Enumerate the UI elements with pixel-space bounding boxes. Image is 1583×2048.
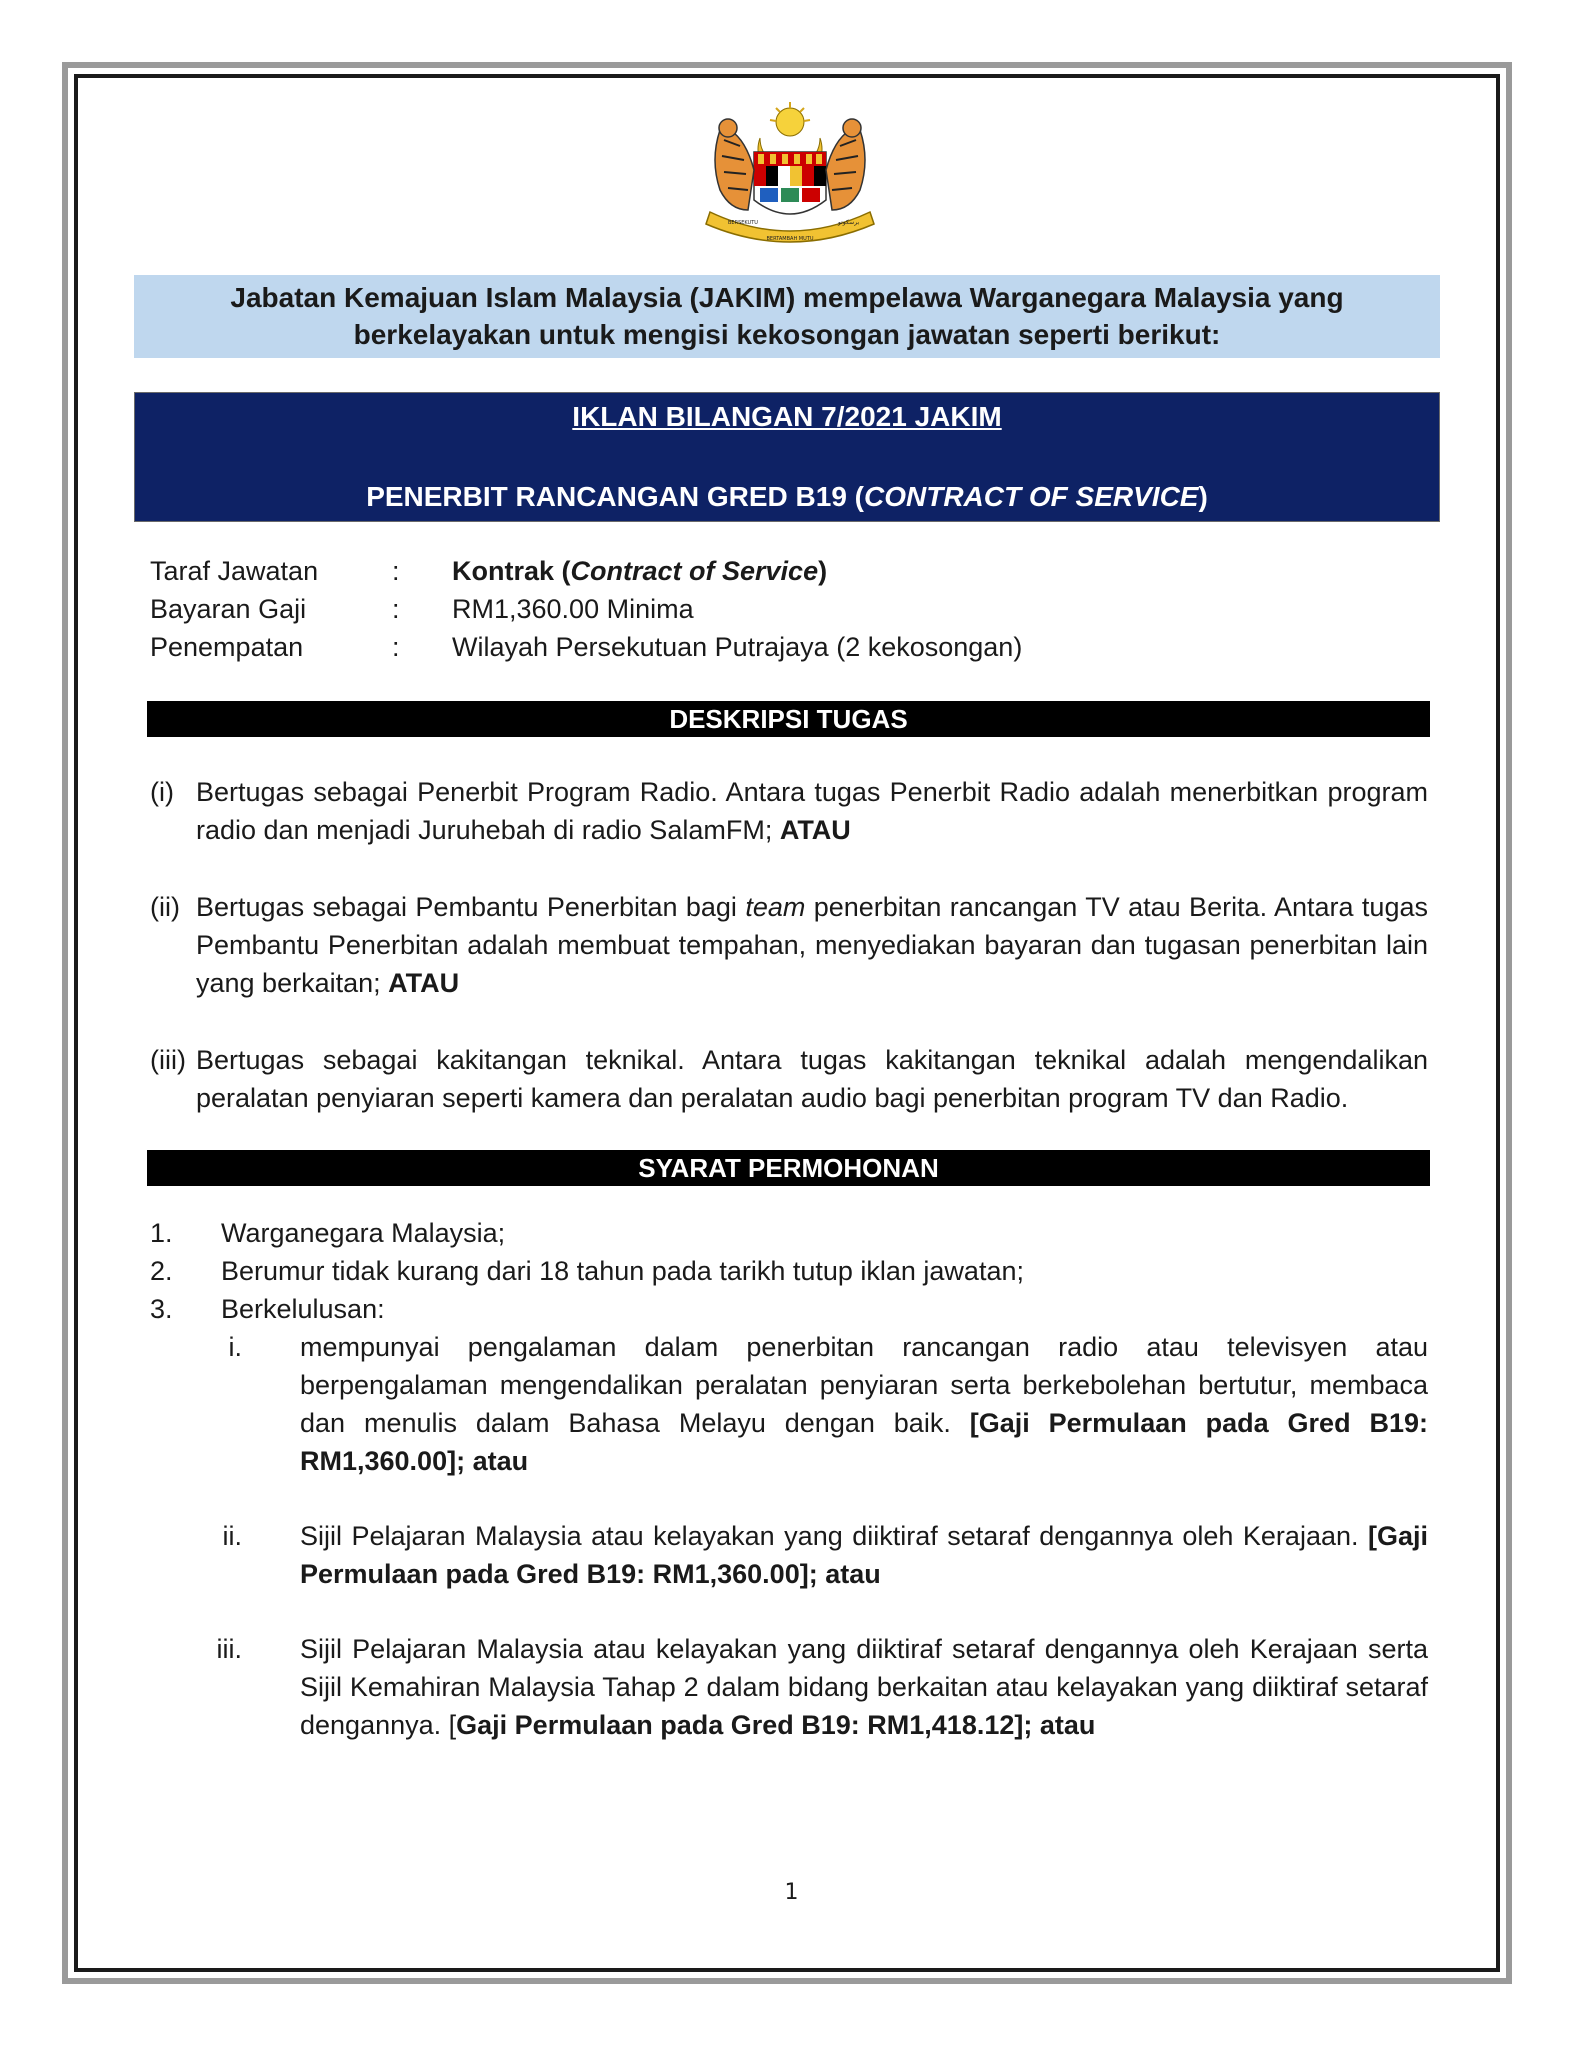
info-label: Penempatan [150, 632, 304, 662]
intro-line-1: Jabatan Kemajuan Islam Malaysia (JAKIM) mempelawa Warganegara Malaysia yang [230, 282, 1344, 313]
duty-text [196, 888, 1428, 1002]
qualification-number: ii. [222, 1521, 242, 1551]
intro-banner [134, 275, 1440, 358]
requirement-text: Warganegara Malaysia; [221, 1218, 506, 1248]
crest-motto-center: BERTAMBAH MUTU [766, 236, 814, 242]
qualification-number: i. [228, 1332, 242, 1362]
duty-text [196, 773, 1428, 849]
qualification-text [300, 1328, 1428, 1480]
advert-header-box [134, 392, 1440, 522]
duty-item [150, 1041, 1428, 1117]
qualification-text [300, 1630, 1428, 1744]
duty-text-body: Bertugas sebagai Penerbit Program Radio. Antara tugas Penerbit Radio adalah menerbitkan program radio dan menjadi Juruhebah di radio SalamFM; [196, 777, 1428, 845]
duty-item [150, 888, 1428, 1002]
duty-text-bold: ATAU [779, 815, 851, 845]
info-value [452, 552, 827, 590]
info-colon: : [392, 556, 400, 586]
info-label: Bayaran Gaji [150, 594, 307, 624]
requirements-heading: SYARAT PERMOHONAN [147, 1150, 1430, 1186]
requirement-text: Berkelulusan: [221, 1294, 385, 1324]
duty-text: Bertugas sebagai kakitangan teknikal. Antara tugas kakitangan teknikal adalah mengendalikan peralatan penyiaran seperti kamera dan peralatan audio bagi penerbitan program TV dan Radio. [196, 1045, 1428, 1113]
qualification-text-body: mempunyai pengalaman dalam penerbitan rancangan radio atau televisyen atau berpengalaman mengendalikan peralatan penyiaran serta berkebolehan bertutur, membaca dan menulis dalam Bahasa Melayu dengan baik. [300, 1332, 1428, 1438]
page-number: 1 [784, 1880, 799, 1905]
info-value-end: ) [818, 556, 828, 586]
requirement-text: Berumur tidak kurang dari 18 tahun pada tarikh tutup iklan jawatan; [221, 1256, 1024, 1286]
qualification-number: iii. [216, 1634, 242, 1664]
duty-text-body: penerbitan rancangan TV atau Berita. Antara tugas Pembantu Penerbitan adalah membuat tempahan, menyediakan bayaran dan tugasan penerbitan lain yang berkaitan; [196, 892, 1428, 998]
qualification-text-body: Sijil Pelajaran Malaysia atau kelayakan yang diiktiraf setaraf dengannya oleh Kerajaan. [300, 1521, 1368, 1551]
qualification-text-body: Sijil Pelajaran Malaysia atau kelayakan yang diiktiraf setaraf dengannya oleh Kerajaan serta Sijil Kemahiran Malaysia Tahap 2 dalam bidang berkaitan atau kelayakan yang diiktiraf setaraf dengannya. [ [300, 1634, 1428, 1740]
info-colon: : [392, 632, 400, 662]
info-value: Wilayah Persekutuan Putrajaya (2 kekosongan) [452, 632, 1023, 662]
duty-marker: (iii) [150, 1045, 186, 1075]
crest-motto-left: BERSEKUTU [728, 220, 758, 226]
malaysia-coat-of-arms [690, 100, 890, 255]
advert-title-italic: CONTRACT OF SERVICE [864, 481, 1199, 512]
requirement-number: 3. [150, 1294, 173, 1324]
duty-marker: (i) [150, 777, 174, 807]
crest-motto-jawi: ﺑﺮﺳﻜﻮﺗﻮ [838, 219, 860, 226]
requirement-number: 2. [150, 1256, 173, 1286]
requirement-number: 1. [150, 1218, 173, 1248]
info-value-italic: Contract of Service [570, 556, 819, 586]
info-colon: : [392, 594, 400, 624]
info-value: RM1,360.00 Minima [452, 594, 694, 624]
qualification-text [300, 1517, 1428, 1593]
duty-marker: (ii) [150, 892, 180, 922]
duty-text-italic: team [745, 892, 806, 922]
qualification-item [150, 1517, 1428, 1593]
duty-text-bold: ATAU [388, 968, 460, 998]
qualification-text-bold: [Gaji Permulaan pada Gred B19: RM1,360.00]; atau [300, 1521, 1428, 1589]
requirement-item [150, 1214, 1430, 1252]
advert-title-suffix: ) [1198, 481, 1208, 512]
qualification-item [150, 1630, 1428, 1744]
advert-number: IKLAN BILANGAN 7/2021 JAKIM [572, 401, 1002, 432]
duty-text-body: Bertugas sebagai Pembantu Penerbitan bagi [196, 892, 746, 922]
intro-line-2: berkelayakan untuk mengisi kekosongan jawatan seperti berikut: [353, 319, 1221, 350]
duties-heading: DESKRIPSI TUGAS [147, 701, 1430, 737]
qualification-item [150, 1328, 1428, 1480]
advert-title [135, 479, 1439, 515]
info-value-bold: Kontrak ( [452, 556, 571, 586]
qualification-text-bold: [Gaji Permulaan pada Gred B19: RM1,360.00]; atau [300, 1408, 1428, 1476]
requirement-item [150, 1252, 1430, 1290]
info-label: Taraf Jawatan [150, 556, 319, 586]
duty-item [150, 773, 1428, 849]
qualification-text-bold: Gaji Permulaan pada Gred B19: RM1,418.12]; atau [456, 1710, 1096, 1740]
advert-title-prefix: PENERBIT RANCANGAN GRED B19 ( [366, 481, 865, 512]
requirement-item [150, 1290, 1430, 1328]
